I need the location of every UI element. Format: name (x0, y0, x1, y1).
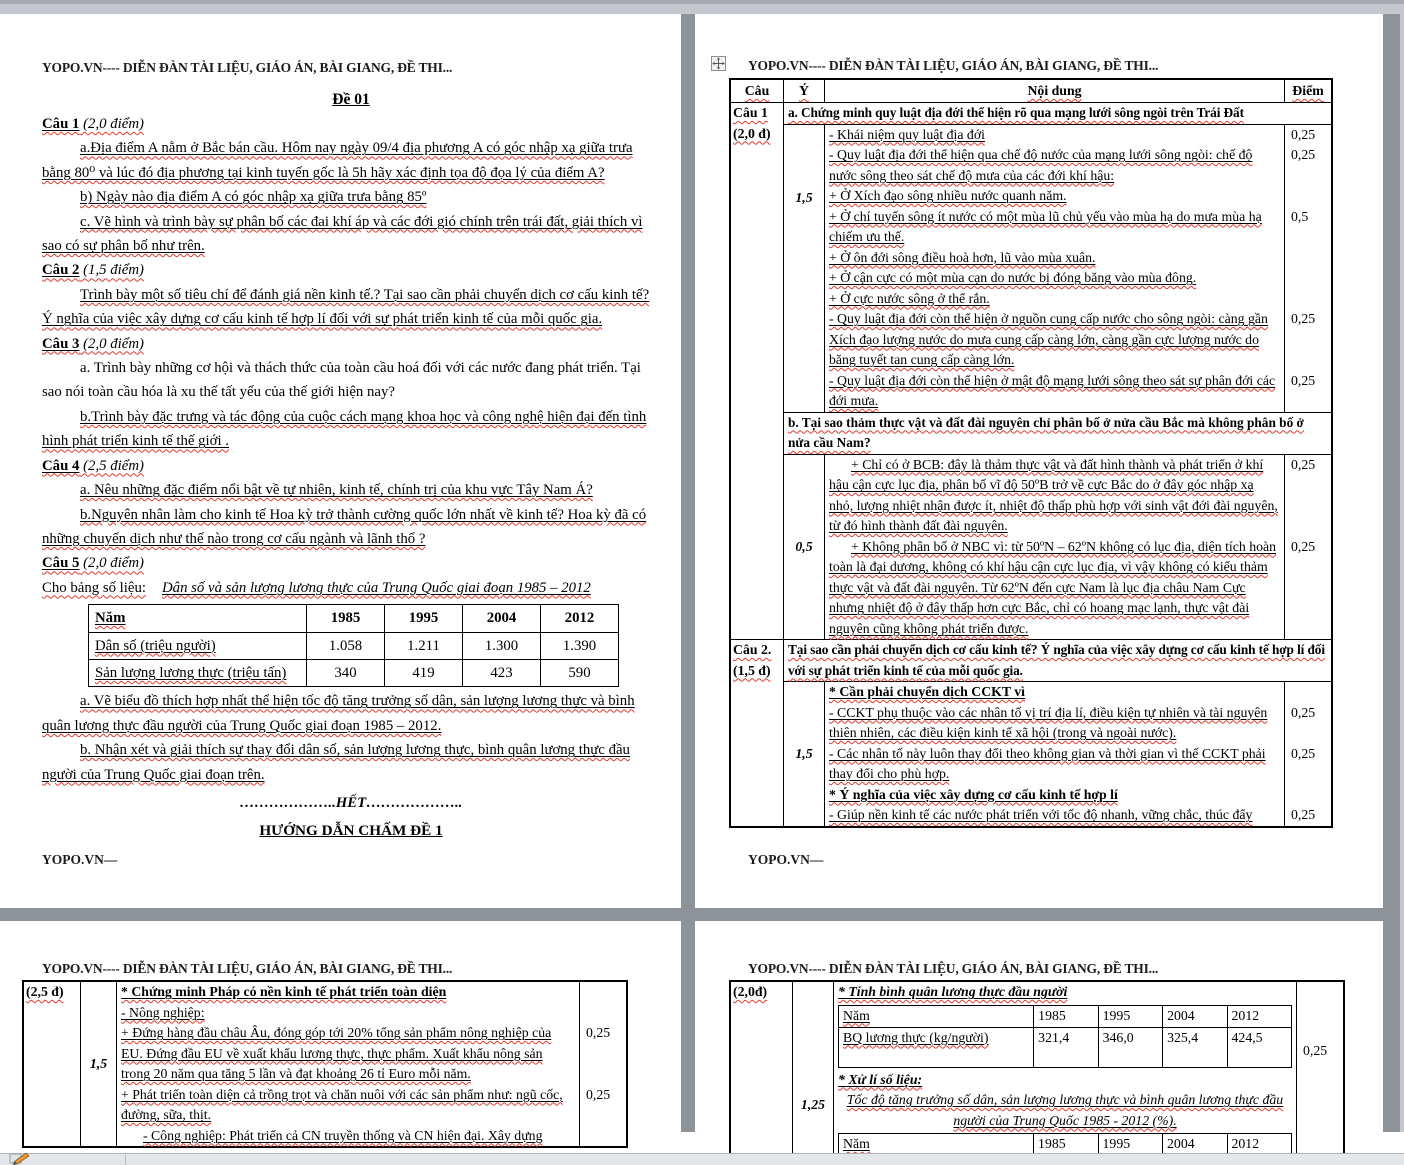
text-run: 1.390 (562, 637, 597, 654)
answer-text (825, 805, 1284, 826)
text-run: 1,5 (795, 189, 813, 205)
grading-block (81, 982, 626, 1146)
inner-data-table (838, 1005, 1292, 1068)
text-run: 325,4 (1167, 1029, 1199, 1045)
ribbon-bottom-strip (0, 0, 1404, 14)
answer-text (825, 186, 1284, 207)
answer-line (834, 1070, 1343, 1091)
text-run: (1,5 đ) (733, 662, 771, 678)
table-cell (1098, 1027, 1162, 1067)
text-run: Nội dung (1027, 83, 1082, 98)
text-run: 0,5 (795, 538, 813, 554)
text-run: Câu 2 (42, 262, 80, 279)
table-cell (89, 632, 307, 659)
score-cell (1284, 703, 1331, 744)
answer-line (825, 703, 1331, 744)
answer-text (834, 982, 1296, 1003)
table-cell (1098, 1005, 1162, 1027)
text-run: 1985 (330, 610, 361, 627)
text-run: Dân số (triệu người) (95, 637, 216, 654)
score-cell (1296, 1003, 1343, 1070)
text-run: a.Địa điểm A nằm ở Bắc bán cầu. Hôm nay ngày 09/4 địa phương A có góc nhập xạ giữa trưa bằng 80⁰ và lúc đó địa phương tại kinh tuyến gốc là 5h hãy xác định tọa độ đọa lý của điểm A? (42, 140, 633, 181)
question-number-cell (24, 982, 81, 1146)
question-number-line (733, 124, 781, 145)
answer-text (117, 1126, 579, 1147)
text-run: b. Tại sao thảm thực vật và đất đài nguyên chỉ phân bố ở nửa cầu Bắc mà không phân bố ở nửa cầu Nam? (788, 414, 1304, 450)
document-page-2[interactable] (695, 14, 1383, 908)
right-scroll-gutter[interactable] (1383, 14, 1404, 1132)
grading-section (731, 982, 1343, 1158)
text-run: 321,4 (1038, 1029, 1070, 1045)
table-cell (89, 605, 307, 632)
answer-text (825, 125, 1284, 146)
score-cell (1296, 982, 1343, 1003)
answer-line (117, 1126, 626, 1147)
score-cell (1284, 455, 1331, 537)
page-gutter-vertical (681, 14, 695, 1132)
answer-line (825, 309, 1331, 371)
score-cell (579, 1023, 626, 1085)
text-run: b.Nguyên nhân làm cho kinh tế Hoa kỳ trở thành cường quốc lớn nhất về kinh tế? Hoa kỳ đã có những chuyển dịch như thế nào trong cơ cấu ngành và lãnh thổ ? (42, 506, 647, 547)
text-run: 0,25 (1291, 745, 1316, 761)
text-run: + Chỉ có ở BCB: đây là thảm thực vật và đất hình thành và phát triển ở khí hậu cận cực lục địa, phân bố vĩ độ 50ºB trở về cực Bắc do ở đây góc nhập xạ nhỏ, lượng nhiệt nhận được ít, nhiệt độ thấp phù hợp với sinh vật đới đài nguyên, từ đó hình thành đất đài nguyên. (829, 456, 1278, 533)
grading-block (784, 125, 1331, 412)
text-run: 1.300 (484, 637, 519, 654)
text-run: (2,0 điểm) (79, 116, 144, 132)
table-cell (1227, 1027, 1291, 1067)
text-run: 0,25 (1291, 456, 1316, 472)
table-cell (839, 1005, 1034, 1027)
text-run: Câu 5 (42, 555, 80, 572)
answer-text (834, 1090, 1296, 1131)
text-run: b. Nhận xét và giải thích sự thay đổi dân số, sản lượng lương thực, bình quân lương thực đầu người của Trung Quốc giai đoạn trên. (42, 742, 630, 783)
text-run: 1,5 (795, 745, 813, 761)
grading-section-body (81, 982, 626, 1146)
table-row (839, 1005, 1292, 1027)
answer-lines (825, 125, 1331, 412)
table-cell (839, 1027, 1034, 1067)
forum-watermark-header: YOPO.VN---- DIỄN ĐÀN TÀI LIỆU, GIÁO ÁN, BÀI GIANG, ĐỀ THI... (748, 961, 1159, 976)
question-heading (42, 258, 660, 282)
text-run: 0,5 (1291, 208, 1309, 224)
text-run: Sản lượng lương thực (triệu tấn) (95, 664, 287, 681)
answer-line (117, 982, 626, 1003)
status-bar (0, 1153, 1404, 1165)
answer-text (825, 145, 1284, 186)
question-number-line (733, 982, 790, 1003)
text-run: * Ý nghĩa của việc xây dựng cơ cấu kinh tế hợp lí (829, 786, 1118, 802)
table-cell (89, 659, 307, 686)
score-cell (1296, 1070, 1343, 1091)
section-title-row (784, 640, 1331, 682)
text-run: (2,0 điểm) (79, 335, 144, 352)
text-run: (2,0 đ) (733, 125, 771, 141)
score-cell (579, 1085, 626, 1126)
data-table-caption (42, 576, 660, 600)
y-score-cell (793, 982, 834, 1158)
table-cell (307, 632, 385, 659)
exam-paragraph (42, 478, 660, 502)
text-run: + Ở ôn đới sông điều hoà hơn, lũ vào mùa xuân. (829, 249, 1096, 265)
text-run: 0,25 (1303, 1043, 1328, 1058)
text-run: - Công nghiệp: Phát triển cả CN truyền thống và CN hiện đại. Xây dựng (143, 1127, 543, 1143)
grading-guide-title: HƯỚNG DẪN CHẤM ĐỀ 1 (259, 822, 443, 840)
grading-section-body (784, 640, 1331, 826)
text-run: - CCKT phụ thuộc vào các nhân tố vị trí địa lí, điều kiện tự nhiên và tài nguyên thiên nhiên, các điều kiện kinh tế xã hội (trong và ngoài nước). (829, 704, 1268, 740)
y-score-cell (784, 455, 825, 640)
text-run: Câu 1 (733, 105, 768, 120)
answer-text (825, 268, 1284, 289)
score-cell (1284, 805, 1331, 826)
text-run: - Quy luật địa đới thể hiện qua chế độ nước của mạng lưới sông ngòi: chế độ nước sông theo sát chế độ mưa của các đới khí hậu: (829, 147, 1253, 183)
answer-text (825, 289, 1284, 310)
score-cell (1284, 682, 1331, 703)
exam-paragraph (42, 136, 660, 185)
text-run: - Quy luật địa đới còn thể hiện ở mật độ mạng lưới sông theo sát sự phân đới các đới mưa. (829, 372, 1276, 408)
table-cell (385, 659, 463, 686)
table-move-handle-icon[interactable] (711, 56, 726, 76)
text-run: Câu 1 (42, 116, 80, 132)
exam-paragraph (42, 689, 660, 738)
table-row (89, 605, 619, 632)
text-run: 2012 (1231, 1136, 1260, 1151)
document-page-1[interactable] (0, 14, 681, 908)
answer-line (825, 207, 1331, 248)
answer-line (825, 289, 1331, 310)
answer-text (825, 248, 1284, 269)
answer-text (825, 703, 1284, 744)
score-cell (1284, 248, 1331, 269)
answer-text (825, 682, 1284, 703)
grading-section (731, 639, 1331, 826)
statistics-table (88, 604, 619, 687)
score-cell (1284, 785, 1331, 806)
forum-watermark-header: YOPO.VN---- DIỄN ĐÀN TÀI LIỆU, GIÁO ÁN, BÀI GIANG, ĐỀ THI... (42, 60, 453, 75)
text-run: - Nông nghiệp: (121, 1004, 205, 1020)
text-run: 1995 (1102, 1136, 1131, 1151)
question-heading (42, 551, 660, 575)
sub-question-row (784, 412, 1331, 455)
text-run: + Ở cực nước sông ở thể rắn. (829, 290, 990, 306)
answer-lines (834, 982, 1343, 1158)
answer-text (825, 785, 1284, 806)
table-cell (541, 605, 619, 632)
text-run: + Phát triển toàn diện cả trồng trọt và chăn nuôi với các sản phẩm như: ngũ cốc, đường, sữa, thịt. (121, 1086, 563, 1122)
text-run: + Đứng hàng đầu châu Âu, đóng góp tới 20% tổng sản phẩm nông nghiệp của EU. Đứng đầu EU về xuất khẩu lương thực, thực phẩm. Xuất khẩu nông sản trong 20 năm qua tăng 5 lần và đạt khoảng 26 tỉ Euro mỗi năm. (121, 1025, 552, 1081)
text-run: Tại sao cần phải chuyển dịch cơ cấu kinh tế? Ý nghĩa của việc xây dựng cơ cấu kinh tế hợp lí đối với sự phát triển kinh tế của mỗi quốc gia. (788, 642, 1325, 678)
score-cell (579, 1003, 626, 1024)
text-run: (1,5 điểm) (79, 262, 144, 279)
text-run: + Không phân bố ở NBC vì: từ 50ºN – 62ºN không có lục địa, diện tích hoàn toàn là đại dương, không có khí hậu cận cực lục địa, vì vậy không có kiểu thảm thực vật và đất đài nguyên. Từ 62ºN đến cực Nam là lục địa châu Nam Cực nhưng nhiệt độ ở đây thấp hơn cực Bắc, chỉ có hoang mạc lạnh, thực vật đài nguyên cũng không phát triển được. (829, 538, 1277, 636)
exam-paragraph (42, 738, 660, 787)
text-run: 0,25 (1291, 311, 1316, 326)
end-marker: ………………..HẾT……………….. (239, 794, 463, 811)
grading-table-header (731, 80, 1331, 103)
answer-line (825, 125, 1331, 146)
text-run: Trình bày một số tiêu chí để đánh giá nền kinh tế.? Tại sao cần phải chuyển dịch cơ cấu kinh tế? Ý nghĩa của việc xây dựng cơ cấu kinh tế hợp lí đối với sự phát triển kinh tế của mỗi quốc gia. (42, 286, 650, 328)
score-cell (579, 1126, 626, 1147)
status-bar-separator (125, 1155, 126, 1165)
text-run: 1,5 (89, 1055, 108, 1071)
text-run: Điểm (1292, 83, 1324, 98)
text-run: 1985 (1038, 1007, 1066, 1023)
answer-line (834, 1003, 1343, 1070)
forum-watermark-header: YOPO.VN---- DIỄN ĐÀN TÀI LIỆU, GIÁO ÁN, BÀI GIANG, ĐỀ THI... (748, 58, 1159, 73)
text-run: 0,25 (1291, 126, 1316, 142)
question-number-line (733, 640, 781, 661)
text-run: * Chứng minh Pháp có nền kinh tế phát triển toàn diện (121, 984, 447, 999)
text-run: b) Ngày nào địa điểm A có góc nhập xạ giữa trưa bằng 85º (80, 189, 427, 206)
answer-line (825, 268, 1331, 289)
grading-block (784, 455, 1331, 640)
page-footer-watermark: YOPO.VN–– (748, 852, 824, 867)
exam-paragraph (42, 283, 660, 332)
spellcheck-pencil-icon[interactable] (8, 1150, 32, 1165)
text-run: 0,25 (1291, 704, 1316, 720)
text-run: Cho bảng số liệu: (42, 579, 146, 596)
exam-title: Đề 01 (332, 91, 370, 108)
answer-line (825, 744, 1331, 785)
table-cell (1034, 1005, 1098, 1027)
answer-line (117, 1023, 626, 1085)
forum-watermark-header: YOPO.VN---- DIỄN ĐÀN TÀI LIỆU, GIÁO ÁN, BÀI GIANG, ĐỀ THI... (42, 961, 453, 976)
answer-text (117, 1003, 579, 1024)
text-run: * Tính bình quân lương thực đầu người (838, 984, 1068, 999)
answer-text (825, 371, 1284, 412)
question-number-line (733, 103, 781, 124)
text-run: 346,0 (1102, 1029, 1134, 1045)
grading-section-body (784, 103, 1331, 639)
text-run: a. Trình bày những cơ hội và thách thức của toàn cầu hoá đối với các nước đang phát triển. Tại sao nói toàn cầu hóa là xu thế tất yếu của thế giới hiện nay? (42, 360, 641, 401)
text-run: (2,5 đ) (26, 984, 64, 999)
answer-text (834, 1003, 1296, 1070)
answer-text (117, 1023, 579, 1085)
text-run: a. Chứng minh quy luật địa đới thể hiện rõ qua mạng lưới sông ngòi trên Trái Đất (788, 105, 1244, 120)
score-cell (1284, 309, 1331, 371)
text-run: Dân số và sản lượng lương thực của Trung Quốc giai đoạn 1985 – 2012 (161, 579, 591, 596)
table-cell (385, 632, 463, 659)
question-number-cell (731, 640, 784, 826)
text-run: 1995 (408, 610, 439, 627)
grading-section (24, 982, 626, 1146)
table-cell (1163, 1027, 1227, 1067)
answer-line (825, 785, 1331, 806)
score-cell (1284, 207, 1331, 248)
text-run: 590 (568, 664, 591, 681)
exam-paragraph (42, 405, 660, 454)
score-cell (579, 982, 626, 1003)
answer-line (825, 682, 1331, 703)
section-title-row (784, 103, 1331, 125)
column-header (1284, 80, 1331, 102)
grading-section (731, 103, 1331, 639)
table-cell (1227, 1005, 1291, 1027)
score-cell (1284, 537, 1331, 640)
table-cell (463, 605, 541, 632)
answer-line (825, 805, 1331, 826)
score-cell (1284, 125, 1331, 146)
text-run: + Ở cận cực có một mùa cạn do nước bị đóng băng vào mùa đông. (829, 270, 1197, 285)
question-number-line (733, 661, 781, 682)
grading-table (22, 980, 628, 1148)
answer-lines (825, 682, 1331, 826)
table-cell (541, 659, 619, 686)
exam-paragraph (42, 503, 660, 552)
text-run: 1,25 (800, 1096, 826, 1112)
answer-text (825, 537, 1284, 640)
answer-lines (825, 455, 1331, 640)
answer-text (825, 744, 1284, 785)
answer-text (825, 207, 1284, 248)
answer-line (834, 982, 1343, 1003)
text-run: Câu 4 (42, 457, 80, 474)
text-run: 423 (490, 664, 513, 681)
text-run: c. Vẽ hình và trình bày sự phân bố các đai khí áp và các đới gió chính trên trái đất, giải thích vì sao có sự phân bố như trên. (42, 213, 643, 255)
text-run: Tốc độ tăng trưởng số dân, sản lượng lương thực và bình quân lương thực đầu người của Trung Quốc 1985 - 2012 (%). (846, 1092, 1284, 1128)
text-run: + Ở Xích đạo sông nhiều nước quanh năm. (829, 188, 1067, 203)
table-row (89, 632, 619, 659)
question-number-cell (731, 982, 793, 1158)
question-number-line (26, 982, 78, 1003)
answer-line (825, 371, 1331, 412)
text-run: Câu 3 (42, 335, 80, 352)
grading-section-body (793, 982, 1343, 1158)
table-cell (463, 632, 541, 659)
text-run: 0,25 (586, 1086, 611, 1102)
score-cell (1284, 186, 1331, 207)
document-page-4[interactable] (695, 921, 1383, 1151)
grading-table (729, 980, 1345, 1160)
text-run: 340 (334, 664, 357, 681)
table-cell (463, 659, 541, 686)
grading-table (729, 78, 1333, 828)
text-run: Câu 2. (733, 642, 772, 657)
text-run: Năm (843, 1136, 870, 1151)
answer-line (117, 1085, 626, 1126)
table-cell (307, 605, 385, 632)
text-run: 0,25 (1291, 147, 1316, 162)
text-run: 0,25 (586, 1025, 611, 1040)
text-run: 2012 (564, 610, 595, 627)
table-cell (1034, 1027, 1098, 1067)
answer-line (825, 145, 1331, 186)
column-header (731, 80, 784, 102)
text-run: Năm (843, 1007, 870, 1023)
text-run: b.Trình bày đặc trưng và tác động của cuộc cách mạng khoa học và công nghệ hiện đại đến tình hình phát triển kinh tế thế giới . (42, 408, 647, 450)
y-score-cell (784, 682, 825, 826)
table-cell (307, 659, 385, 686)
text-run: - Giúp nền kinh tế các nước phát triển với tốc độ nhanh, vững chắc, thúc đẩy (829, 807, 1253, 822)
score-cell (1296, 1090, 1343, 1131)
table-row (839, 1027, 1292, 1067)
text-run: 2004 (486, 610, 517, 627)
text-run: - Các nhân tố này luôn thay đổi theo không gian và thời gian vì thế CCKT phải thay đổi cho phù hợp. (829, 745, 1266, 781)
y-score-cell (81, 982, 117, 1146)
answer-line (834, 1090, 1343, 1131)
p1-flow (42, 112, 660, 787)
score-cell (1284, 289, 1331, 310)
text-run: * Xử lí số liệu: (838, 1071, 923, 1087)
text-run: 1995 (1102, 1007, 1131, 1023)
column-header (825, 80, 1284, 102)
answer-text (117, 982, 579, 1003)
answer-line (825, 248, 1331, 269)
answer-line (117, 1003, 626, 1024)
table-cell (541, 632, 619, 659)
question-heading (42, 332, 660, 356)
text-run: Câu (744, 83, 770, 98)
text-run: - Khái niệm quy luật địa đới (829, 126, 985, 142)
table-row (89, 659, 619, 686)
answer-text (834, 1070, 1296, 1091)
answer-text (825, 455, 1284, 537)
answer-text (117, 1085, 579, 1126)
text-run: (2,5 điểm) (79, 457, 144, 474)
text-run: 1.211 (407, 637, 440, 654)
score-cell (1284, 744, 1331, 785)
document-page-3[interactable] (0, 921, 681, 1143)
text-run: 0,25 (1291, 538, 1316, 554)
column-header (784, 80, 825, 102)
answer-lines (117, 982, 626, 1146)
answer-text (825, 309, 1284, 371)
question-number-cell (731, 103, 784, 639)
answer-line (825, 455, 1331, 537)
score-cell (1284, 371, 1331, 412)
text-run: 2012 (1231, 1007, 1260, 1023)
text-run: (2,0 điểm) (79, 555, 144, 572)
text-run: 2004 (1167, 1136, 1195, 1151)
text-run: (2,0đ) (733, 984, 768, 999)
text-run: 1985 (1038, 1136, 1066, 1151)
grading-block (793, 982, 1343, 1158)
text-run: Ý (799, 83, 809, 98)
text-run: 424,5 (1231, 1029, 1263, 1045)
answer-line (825, 186, 1331, 207)
text-run: 2004 (1167, 1007, 1195, 1023)
exam-paragraph (42, 210, 660, 259)
text-run: Năm (95, 610, 126, 627)
text-run: BQ lương thực (kg/người) (843, 1029, 989, 1045)
question-heading (42, 112, 660, 136)
text-run: + Ở chí tuyến sông ít nước có một mùa lũ chủ yếu vào mùa hạ do mưa mùa hạ chiếm ưu thế. (829, 208, 1262, 244)
exam-body (42, 88, 660, 844)
grading-block (784, 682, 1331, 826)
y-score-cell (784, 125, 825, 412)
exam-paragraph (42, 356, 660, 405)
score-cell (1284, 145, 1331, 186)
text-run: a. Nêu những đặc điểm nổi bật về tự nhiên, kinh tế, chính trị của khu vực Tây Nam Á? (80, 482, 593, 499)
table-cell (385, 605, 463, 632)
text-run: 0,25 (1291, 372, 1316, 388)
text-run: a. Vẽ biểu đồ thích hợp nhất thể hiện tốc độ tăng trưởng số dân, sản lượng lương thực và bình quân lương thực đầu người của Trung Quốc giai đoạn 1985 – 2012. (42, 693, 635, 734)
score-cell (1284, 268, 1331, 289)
text-run: * Cần phải chuyển dịch CCKT vì (829, 684, 1026, 699)
exam-paragraph (42, 185, 660, 209)
table-cell (1163, 1005, 1227, 1027)
answer-line (825, 537, 1331, 640)
text-run: 0,25 (1291, 807, 1316, 822)
page-footer-watermark: YOPO.VN–– (42, 852, 118, 867)
text-run: - Quy luật địa đới còn thể hiện ở nguồn cung cấp nước cho sông ngòi: càng gần Xích đạo lượng nước do mưa cung cấp càng lớn, càng gần cực lượng nước do băng tuyết tan cung cấp càng lớn. (829, 311, 1268, 367)
text-run: 419 (412, 664, 435, 681)
question-heading (42, 454, 660, 478)
text-run: 1.058 (328, 637, 363, 654)
